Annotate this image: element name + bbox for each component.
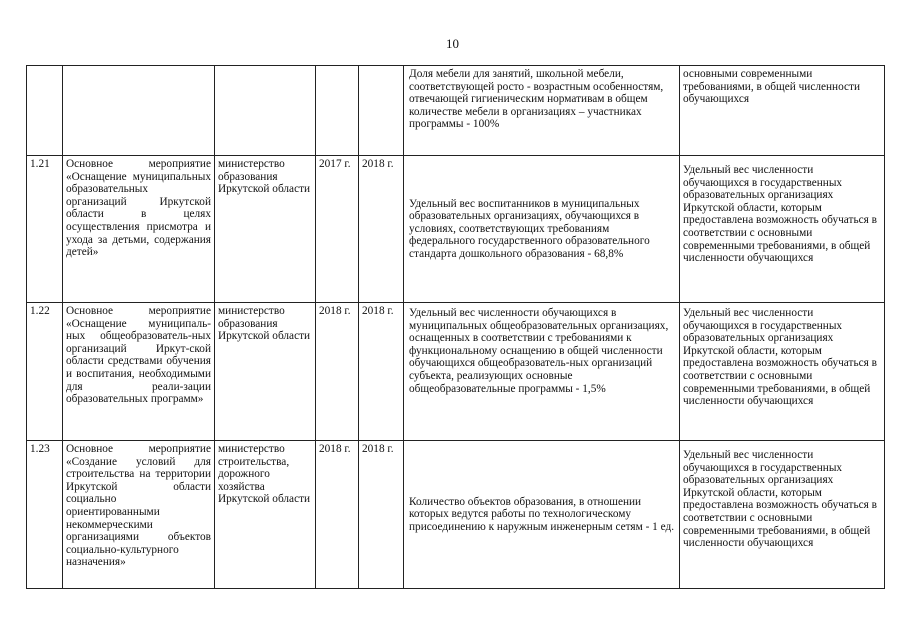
- page-number: 10: [446, 36, 459, 51]
- target-indicator: Удельный вес численности обучающихся в государственных образовательных организациях Иркутской области, которым предоставлена возможность обучаться в соответствии с основными современными требованиями, в общей численности обучающихся: [680, 303, 885, 441]
- name-cell: [63, 66, 215, 156]
- indicator: Удельный вес воспитанников в муниципальных образовательных организациях, обучающихся в условиях, соответствующих требованиям федерального государственного образовательного стандарта дошкольного образования - 68,8%: [404, 156, 680, 303]
- end-year: 2018 г.: [359, 156, 404, 303]
- indicator: Количество объектов образования, в отношении которых ведутся работы по технологическому присоединению к наружным инженерным сетям - 1 ед.: [404, 441, 680, 589]
- measure-name: Основное мероприятие «Оснащение муниципаль-ных общеобразователь-ных организаций Иркут-ской области средствами обучения и воспитания, необходимыми для реали-зации образовательных программ»: [63, 303, 215, 441]
- start-year: 2018 г.: [316, 441, 359, 589]
- table-row: [27, 303, 885, 441]
- start-cell: [316, 66, 359, 156]
- measures-table: [26, 65, 885, 589]
- executor: министерство строительства, дорожного хозяйства Иркутской области: [215, 441, 316, 589]
- indicator: Удельный вес численности обучающихся в муниципальных общеобразовательных организациях, оснащенных в соответствии с требованиями к функциональному оснащению в общей численности обучающихся общеобразователь-ных организаций субъекта, реализующих основные общеобразовательные программы - 1,5%: [404, 303, 680, 441]
- row-number: 1.21: [27, 156, 63, 303]
- end-year: 2018 г.: [359, 303, 404, 441]
- end-cell: [359, 66, 404, 156]
- start-year: 2018 г.: [316, 303, 359, 441]
- table-row-continuation: [27, 66, 885, 156]
- target-indicator: Удельный вес численности обучающихся в государственных образовательных организациях Иркутской области, которым предоставлена возможность обучаться в соответствии с основными современными требованиями, в общей численности обучающихся: [680, 156, 885, 303]
- measure-name: Основное мероприятие «Оснащение муниципальных образовательных организаций Иркутской области в целях осуществления присмотра и ухода за детьми, содержания детей»: [63, 156, 215, 303]
- target-indicator: Удельный вес численности обучающихся в государственных образовательных организациях Иркутской области, которым предоставлена возможность обучаться в соответствии с основными современными требованиями, в общей численности обучающихся: [680, 441, 885, 589]
- table-row: [27, 156, 885, 303]
- table-row: [27, 441, 885, 589]
- end-year: 2018 г.: [359, 441, 404, 589]
- start-year: 2017 г.: [316, 156, 359, 303]
- measure-name: Основное мероприятие «Создание условий для строительства на территории Иркутской области социально ориентированными некоммерческими организациями объектов социально-культурного назначения»: [63, 441, 215, 589]
- row-number: 1.23: [27, 441, 63, 589]
- target-cell: основными современными требованиями, в общей численности обучающихся: [680, 66, 885, 156]
- row-number: 1.22: [27, 303, 63, 441]
- executor: министерство образования Иркутской области: [215, 303, 316, 441]
- executor: министерство образования Иркутской области: [215, 156, 316, 303]
- executor-cell: [215, 66, 316, 156]
- indicator-cell: Доля мебели для занятий, школьной мебели, соответствующей росто - возрастным особенностям, отвечающей гигиеническим нормативам в общем количестве мебели в организациях – участниках программы - 100%: [404, 66, 680, 156]
- num-cell: [27, 66, 63, 156]
